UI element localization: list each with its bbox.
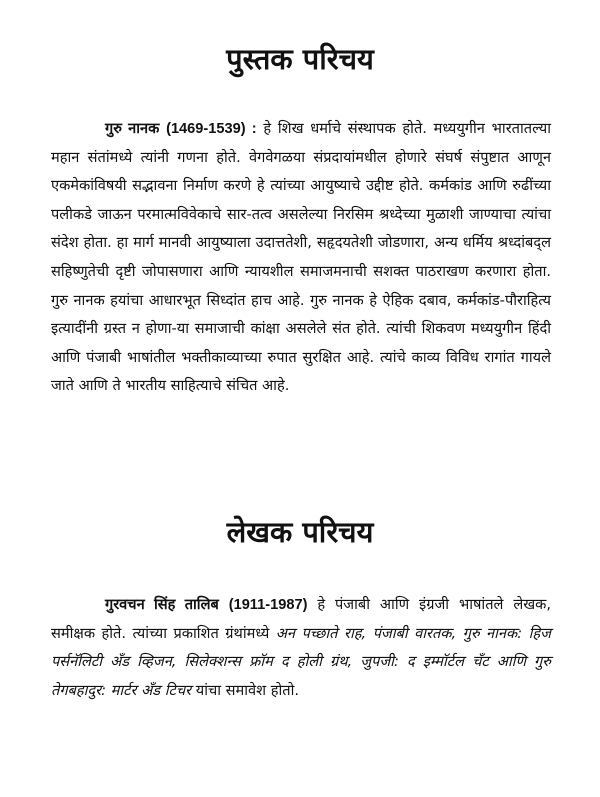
guru-nanak-name: गुरु नानक xyxy=(105,121,160,137)
author-dates: (1911-1987) xyxy=(228,597,308,613)
author-introduction-heading: लेखक परिचय xyxy=(226,515,374,549)
author-works-list: अन पच्छाते राह, पंजाबी वारतक, गुरु नानक: हिज पर्सनॅलिटी अँड व्हिजन, सिलेक्शन्स फ्रॉम द होली ग्रंथ, जुपजी: द इम्मॉर्टल चँट आणि गुरु तेगबहादुर: मार्टर अँड टिचर xyxy=(51,624,551,699)
author-introduction-paragraph xyxy=(51,591,551,705)
book-introduction-body: हे शिख धर्माचे संस्थापक होते. मध्ययुगीन भारतातल्या महान संतांमध्ये त्यांनी गणना होते. वेगवेगळया संप्रदायांमधील होणारे संघर्ष संपुष्टात आणून एकमेकांविषयी सद्भावना निर्माण करणे हे त्यांच्या आयुष्याचे उद्दीष्ट होते. कर्मकांड आणि रुढींच्या पलीकडे जाऊन परमात्मविवेकाचे सार-तत्व असलेल्या निरसिम श्रध्देच्या मुळाशी जाण्याचा त्यांचा संदेश होता. हा मार्ग मानवी आयुष्याला उदात्ततेशी, सहृदयतेशी जोडणारा, अन्य धर्मिय श्रध्दांबद्ल सहिष्णुतेची दृष्टी जोपासणारा आणि न्यायशील समाजमनाची सशक्त पाठराखण करणारा होता. गुरु नानक हयांचा आधारभूत सिध्दांत हाच आहे. गुरु नानक हे ऐहिक दबाव, कर्मकांड-पौराहित्य इत्यादींनी ग्रस्त न होणा-या समाजाची कांक्षा असलेले संत होते. त्यांची शिकवण मध्ययुगीन हिंदी आणि पंजाबी भाषांतील भक्तीकाव्याच्या रुपात सुरक्षित आहे. त्यांचे काव्य विविध रागांत गायले जाते आणि ते भारतीय साहित्याचे संचित आहे. xyxy=(51,120,552,395)
author-body-before: हे पंजाबी आणि इंग्रजी भाषांतले लेखक, समीक्षक होते. त्यांच्या प्रकाशित ग्रंथांमध्ये xyxy=(51,596,552,642)
book-introduction-heading: पुस्तक परिचय xyxy=(226,42,374,76)
guru-nanak-dates: (1469-1539) : xyxy=(166,121,257,137)
book-introduction-paragraph xyxy=(51,115,551,401)
author-name: गुरवचन सिंह तालिब xyxy=(105,597,219,613)
author-body-after: यांचा समावेश होतो. xyxy=(195,681,299,699)
